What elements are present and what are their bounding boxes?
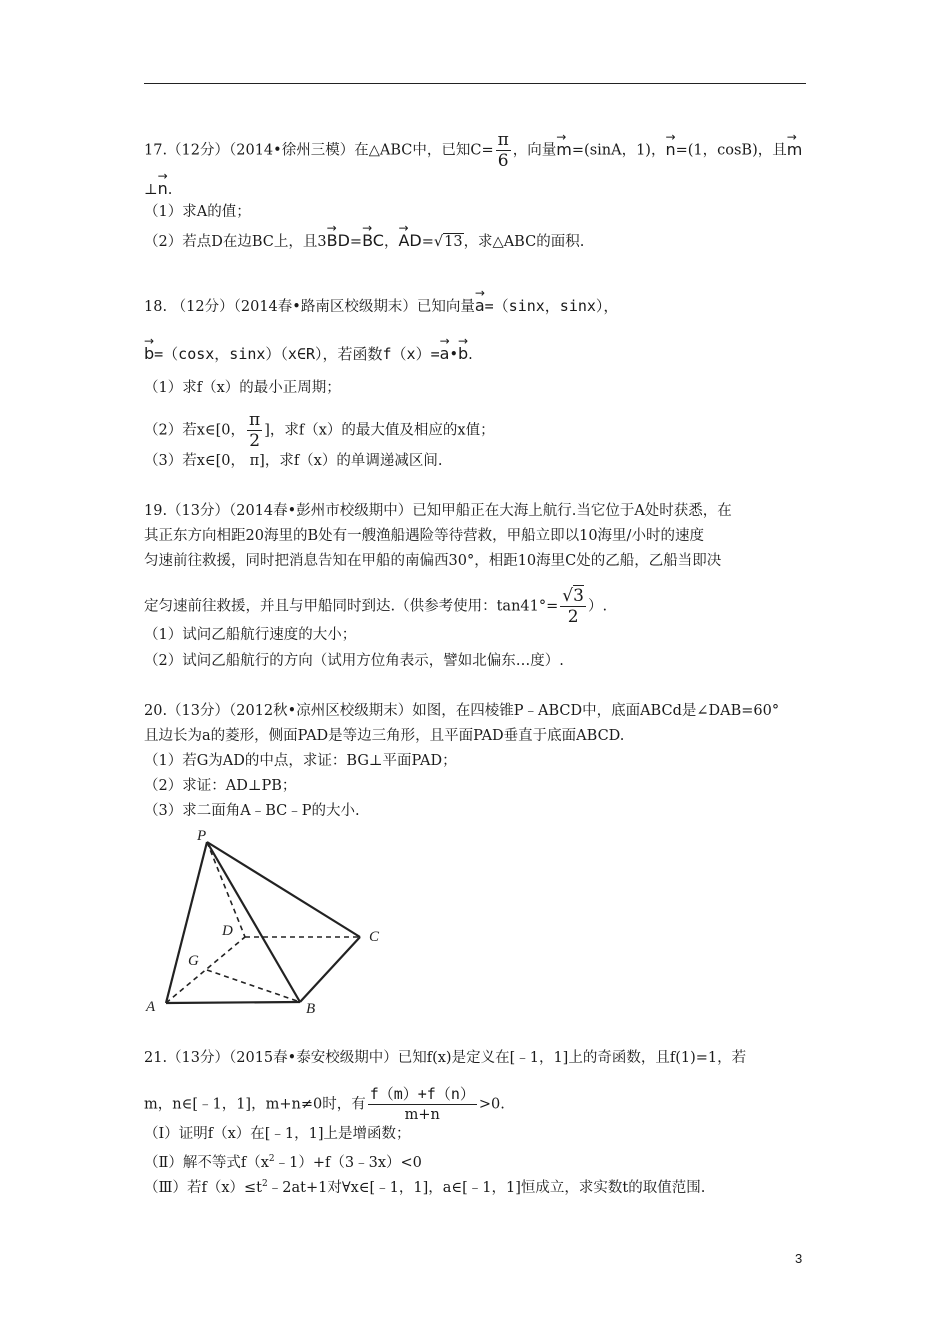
superscript: 2 [262,1179,268,1189]
q18-line2 [144,340,473,365]
q21-text: （Ⅲ）若f（x）≤t [144,1179,263,1196]
q20-line1: 20.（13分）（2012秋•凉州区校级期末）如图，在四棱锥P﹣ABCD中，底面ABCd是∠DAB=60° [144,703,780,719]
fraction-fm-fn [368,1084,477,1125]
q18-text: ]，求f（x）的最大值及相应的x值； [264,422,495,439]
frac-num: π [249,410,261,430]
q17-text: （2）若点D在边BC上，且3 [144,234,327,250]
q19-text: 定匀速前往救援，并且与甲船同时到达.（供参考使用：tan41°= [144,598,559,615]
vector-a: → a [440,340,450,364]
q21-text: m，n∈[﹣1，1]，m+n≠0时，有 [144,1096,366,1113]
q17-text: ， [383,234,399,250]
frac-num: f（m）+f（n） [369,1085,475,1103]
vector-bc: → BC [362,227,384,251]
label-A: A [146,999,156,1015]
edge-GB [207,970,300,1002]
q19-text: ）. [587,598,608,615]
fraction-sqrt3-over-2 [560,586,586,627]
vector-b: → b [458,340,468,364]
vector-m: → m [787,136,803,160]
q18-part1: （1）求f（x）的最小正周期； [144,380,341,396]
vector-a: → a [475,292,485,316]
q21-line2 [144,1084,505,1125]
frac-num: √3 [562,586,584,606]
label-P: P [197,828,207,844]
edge-BC [300,937,360,1002]
q19-part1: （1）试问乙船航行速度的大小； [144,627,357,643]
frac-den: 6 [496,150,511,171]
q18-text: （2）若x∈[0， [144,422,246,439]
q18-text: 18. （12分）（2014春•路南区校级期末）已知向量 [144,299,475,315]
q17-text: . [167,182,173,198]
q20-part1: （1）若G为AD的中点，求证：BG⊥平面PAD； [144,753,457,769]
q18-text: =（cosx，sinx）（x∈R），若函数f（x）= [154,345,440,363]
q21-text: >0. [478,1096,505,1113]
q18-line1 [144,292,618,317]
vector-n: → n [665,136,675,160]
vector-b: → b [144,340,154,364]
vector-bd: → BD [327,227,350,251]
q17-text: = [349,234,363,250]
edge-PA [166,842,207,1003]
pyramid-figure [140,825,400,1020]
q17-text: ，向量 [512,142,557,159]
edge-AB [166,1002,300,1003]
q21-part3 [144,1174,705,1198]
q19-line2: 其正东方向相距20海里的B处有一艘渔船遇险等待营救，甲船立即以10海里/小时的速度 [144,528,704,544]
edge-AD [166,937,245,1003]
vector-ad: → AD [398,227,421,251]
q20-part2: （2）求证：AD⊥PB； [144,778,297,794]
superscript: 2 [268,1154,275,1164]
q17-line1 [144,130,802,171]
q19-line3: 匀速前往救援，同时把消息告知在甲船的南偏西30°，相距10海里C处的乙船，乙船当即决 [144,553,722,569]
q17-part2 [144,227,584,252]
q17-text: = [421,234,434,250]
q20-line2: 且边长为a的菱形，侧面PAD是等边三角形，且平面PAD垂直于底面ABCD. [144,728,625,744]
q17-text: =(sinA，1)， [571,142,666,159]
hidden-edges [166,842,360,1003]
frac-den: 2 [247,430,262,451]
q18-text: . [468,347,473,363]
q18-part3: （3）若x∈[0， π]，求f（x）的单调递减区间. [144,453,443,469]
frac-num: π [497,130,509,150]
perp-symbol: ⊥ [144,182,158,198]
header-rule [144,83,806,84]
label-G: G [188,953,199,969]
fraction-pi-over-2 [247,410,262,451]
q18-part2 [144,410,495,451]
edge-PB [207,842,300,1002]
q19-part2: （2）试问乙船航行的方向（试用方位角表示，譬如北偏东…度）. [144,653,564,669]
vector-m: → m [556,136,572,160]
q21-text: ﹣2at+1对∀x∈[﹣1，1]，a∈[﹣1，1]恒成立，求实数t的取值范围. [267,1179,706,1196]
q18-text: =（sinx，sinx）， [484,297,619,315]
radicand: 13 [444,234,463,250]
radicand: 3 [573,586,584,606]
q21-text: （Ⅱ）解不等式f（x [144,1154,269,1171]
q17-part1: （1）求A的值； [144,204,251,220]
q21-part2 [144,1149,422,1173]
q21-line1: 21.（13分）（2015春•泰安校级期中）已知f(x)是定义在[﹣1，1]上的奇函数，且f(1)=1，若 [144,1050,747,1066]
page-number: 3 [795,1251,803,1266]
q17-text: ，求△ABC的面积. [463,234,585,250]
q20-part3: （3）求二面角A﹣BC﹣P的大小. [144,803,360,819]
q17-text: 17.（12分）（2014•徐州三模）在△ABC中，已知C= [144,142,494,159]
label-C: C [369,929,380,945]
q21-part1: （Ⅰ）证明f（x）在[﹣1，1]上是增函数； [144,1126,411,1142]
q17-line2 [144,175,172,200]
q21-text: ﹣1）+f（3﹣3x）<0 [274,1154,422,1171]
q18-text: • [449,347,458,363]
q17-text: =(1，cosB)，且 [675,142,787,159]
sqrt-13: √13 [433,234,463,250]
vector-n: → n [158,175,168,199]
q19-line1: 19.（13分）（2014春•彭州市校级期中）已知甲船正在大海上航行.当它位于A处时获悉，在 [144,503,732,519]
frac-den: m+n [368,1104,477,1125]
fraction-pi-over-6 [496,130,511,171]
label-D: D [222,923,233,939]
label-B: B [306,1001,316,1017]
frac-den: 2 [560,606,586,627]
q19-line4 [144,586,607,627]
